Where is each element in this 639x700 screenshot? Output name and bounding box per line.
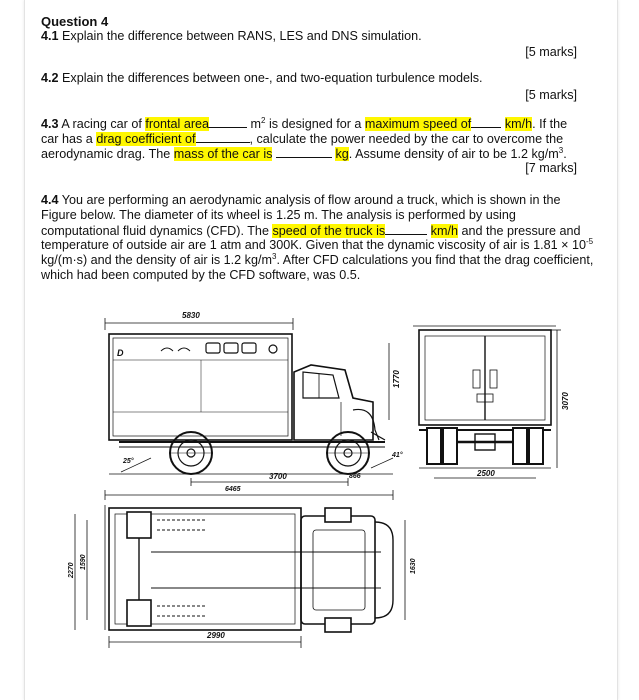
dim-top-width-inner: 1590	[80, 554, 87, 570]
q43-line-3	[41, 146, 567, 162]
q44-density-exp: 3	[271, 251, 277, 261]
q44-line-3	[41, 223, 581, 239]
blank-frontal-area[interactable]	[209, 116, 247, 128]
q44-line-1	[41, 193, 560, 208]
truck-drawing	[25, 300, 617, 700]
q44-text-4a: temperature of outside air are 1 atm and 300K. Given that the dynamic viscosity of air is 1.81 × 10	[41, 238, 586, 252]
highlight-maximum-speed: maximum speed of	[364, 117, 472, 131]
dim-overall-length: 5830	[182, 311, 200, 320]
dim-wheelbase: 3700	[269, 472, 287, 481]
dim-front-overhang: 866	[349, 473, 361, 480]
q42-text: Explain the differences between one-, and two-equation turbulence models.	[62, 71, 483, 85]
q44-line-6: which had been computed by the CFD software, was 0.5.	[41, 268, 361, 282]
q43-text-end: .	[563, 147, 567, 161]
door-letter: D	[117, 348, 124, 358]
blank-drag-coefficient[interactable]	[196, 131, 250, 143]
q43-number: 4.3	[41, 117, 59, 131]
dim-top-length: 2990	[207, 631, 225, 640]
q43-text-6: aerodynamic drag. The	[41, 147, 174, 161]
q44-viscosity-exp: -5	[585, 236, 594, 246]
highlight-drag-coefficient: drag coefficient of	[96, 132, 196, 146]
dim-height: 1770	[392, 370, 401, 388]
q43-text-8: . Assume density of air to be 1.2 kg/m	[348, 147, 559, 161]
q43-text-4: car has a	[41, 132, 97, 146]
q41-number: 4.1	[41, 29, 59, 43]
blank-mass[interactable]	[276, 146, 332, 158]
q44-text-5b: . After CFD calculations you find that the drag coefficient,	[276, 253, 594, 267]
blank-maximum-speed[interactable]	[471, 116, 501, 128]
question-sheet	[24, 0, 618, 700]
unit-m2	[251, 117, 266, 131]
dim-body-length: 6465	[225, 486, 241, 493]
dim-front-track: 1630	[410, 558, 417, 574]
q43-line-2	[41, 131, 563, 147]
dim-top-width-outer: 2270	[68, 562, 75, 578]
q44-text-3c: and the pressure and	[457, 224, 581, 238]
q43-text-3: . If the	[532, 117, 568, 131]
unit-m2-exp: 2	[261, 115, 266, 125]
q42-marks: [5 marks]	[525, 88, 577, 102]
highlight-kmh-2: km/h	[430, 224, 458, 238]
blank-truck-speed[interactable]	[385, 223, 427, 235]
dim-track: 2500	[477, 469, 495, 478]
q44-line-5	[41, 253, 593, 268]
highlight-mass-of-car: mass of the car is	[173, 147, 273, 161]
highlight-kg: kg	[335, 147, 349, 161]
top-view	[68, 505, 417, 648]
dim-overall-height: 3070	[561, 392, 570, 410]
side-view	[105, 311, 403, 500]
q44-text-1: You are performing an aerodynamic analysis of flow around a truck, which is shown in the	[61, 193, 561, 207]
q43-text-5: , calculate the power needed by the car to overcome the	[249, 132, 564, 146]
q43-density-exp: 3	[558, 145, 564, 155]
highlight-truck-speed: speed of the truck is	[272, 224, 386, 238]
q43-text-2: is designed for a	[265, 117, 365, 131]
q44-text-3a: computational fluid dynamics (CFD). The	[41, 224, 273, 238]
q44-number: 4.4	[41, 193, 59, 207]
question-4-1	[41, 29, 422, 44]
q43-text-1: A racing car of	[61, 117, 146, 131]
q43-marks: [7 marks]	[525, 161, 577, 175]
q44-line-4	[41, 238, 593, 253]
q42-number: 4.2	[41, 71, 59, 85]
highlight-kmh: km/h	[504, 117, 533, 131]
q41-text: Explain the difference between RANS, LES and DNS simulation.	[62, 29, 422, 43]
q44-text-5a: kg/(m·s) and the density of air is 1.2 kg/m	[41, 253, 272, 267]
q44-line-2: Figure below. The diameter of its wheel is 1.25 m. The analysis is performed by using	[41, 208, 516, 222]
question-title: Question 4	[41, 14, 109, 29]
dim-angle-front: 41°	[392, 452, 403, 459]
q43-line-1	[41, 116, 567, 132]
highlight-frontal-area: frontal area	[145, 117, 210, 131]
question-4-2	[41, 71, 483, 86]
q41-marks: [5 marks]	[525, 45, 577, 59]
rear-view	[413, 326, 570, 478]
dim-angle-rear: 25°	[123, 458, 134, 465]
unit-m2-base: m	[250, 117, 262, 131]
